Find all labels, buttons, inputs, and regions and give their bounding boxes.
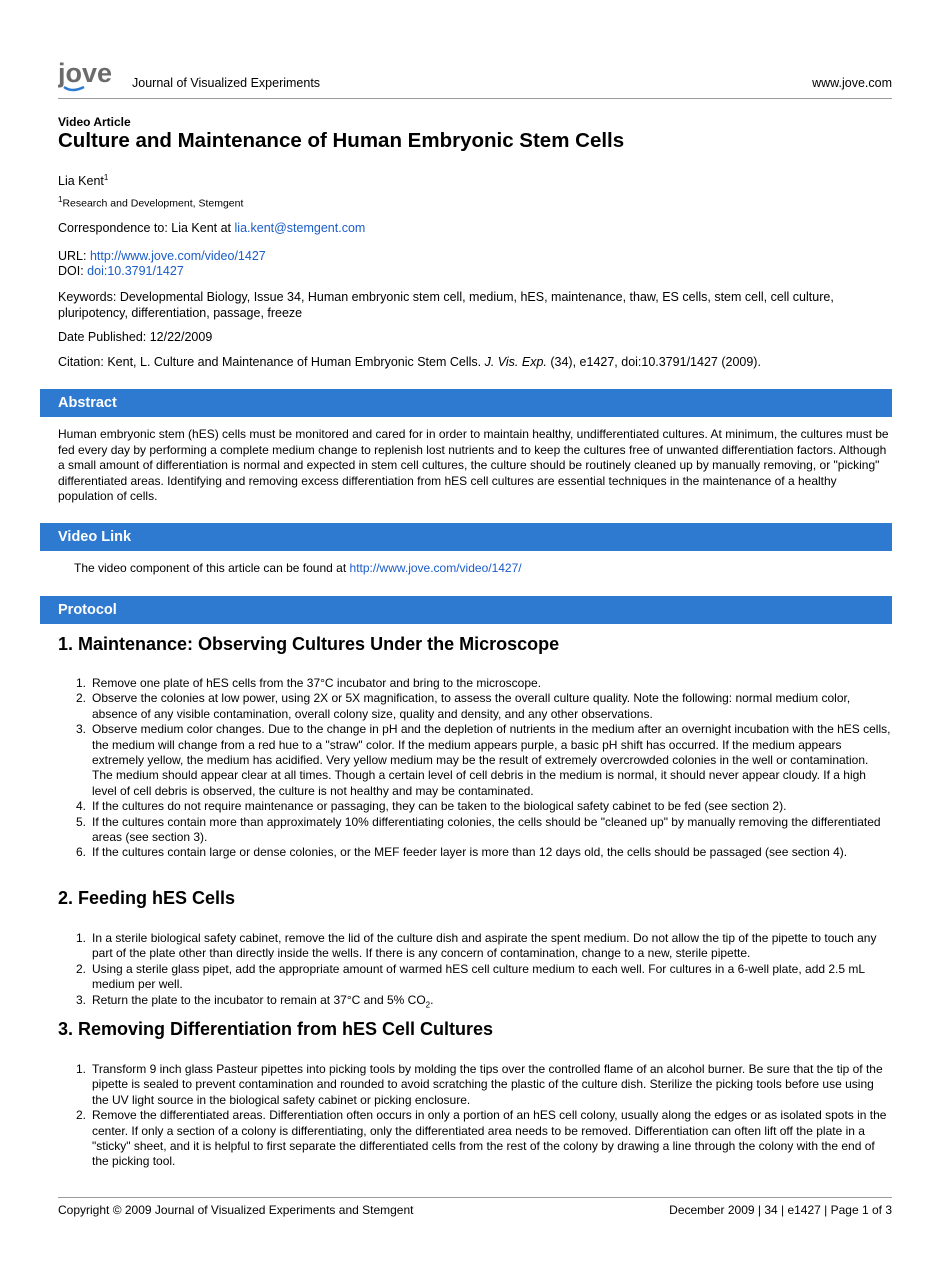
date-published: Date Published: 12/22/2009 <box>58 330 213 344</box>
step-number: 1. <box>75 676 86 690</box>
section2-steps <box>58 931 892 1012</box>
article-url-link[interactable]: http://www.jove.com/video/1427 <box>89 249 266 263</box>
citation-prefix: Citation: Kent, L. Culture and Maintenance of Human Embryonic Stem Cells. <box>58 355 485 369</box>
citation-journal: J. Vis. Exp. <box>484 355 547 369</box>
footer-copyright: Copyright © 2009 Journal of Visualized Experiments and Stemgent <box>58 1203 414 1217</box>
doi-link[interactable]: doi:10.3791/1427 <box>87 264 184 278</box>
video-link-label: The video component of this article can be found at <box>74 561 350 575</box>
journal-name: Journal of Visualized Experiments <box>132 76 321 90</box>
step-text: Observe the colonies at low power, using 2X or 5X magnification, to assess the overall culture quality. Note the following: normal medium color, absence of any visible contamination, overall colony size, quality and density, and any other observations. <box>92 691 851 721</box>
section1-title: 1. Maintenance: Observing Cultures Under the Microscope <box>58 634 560 654</box>
doi-label: DOI: <box>58 264 88 278</box>
correspondence <box>58 220 365 236</box>
step-text: If the cultures do not require maintenance or passaging, they can be taken to the biological safety cabinet to be fed (see section 2). <box>92 799 787 814</box>
author-line <box>58 170 108 189</box>
section2-title: 2. Feeding hES Cells <box>58 888 236 908</box>
section3-steps <box>58 1062 892 1170</box>
step-item <box>75 1108 892 1170</box>
step-number: 1. <box>75 1062 86 1076</box>
step-item <box>75 931 892 962</box>
keywords: Keywords: Developmental Biology, Issue 34, Human embryonic stem cell, medium, hES, maintenance, thaw, ES cells, stem cell, cell culture, pluripotency, differentiation, passage, freeze <box>58 290 834 320</box>
step-item <box>75 722 892 799</box>
step-number: 2. <box>75 691 86 706</box>
step-subscript: 2 <box>425 1000 431 1010</box>
step-number: 2. <box>75 961 86 976</box>
step-item <box>75 845 892 860</box>
step-text: If the cultures contain more than approximately 10% differentiating colonies, the cells should be "cleaned up" by manually removing the differentiated areas (see section 3). <box>92 814 881 845</box>
step-number: 4. <box>75 799 86 814</box>
step-number: 1. <box>75 931 86 945</box>
correspondence-email-link[interactable]: lia.kent@stemgent.com <box>234 221 366 235</box>
url-label: URL: <box>58 249 90 263</box>
step-item <box>75 799 892 814</box>
step-text: Observe medium color changes. Due to the change in pH and the depletion of nutrients in the medium after an overnight incubation with the hES cells, the medium will change from a red hue to a "straw" color. If the medium appears purple, a basic pH shift has occurred. If the medium appears extremely yellow, the medium has acidified. Very yellow medium may be the result of extremely overcrowded colonies in the well or contamination. The medium should appear clear at all times. Though a certain level of cell debris in the medium is normal, it should never appear cloudy. If a high level of cell debris is observed, the culture is not healthy and may be contaminated. <box>92 722 891 798</box>
footer-page-info: December 2009 | 34 | e1427 | Page 1 of 3 <box>669 1203 892 1217</box>
step-item <box>75 691 892 722</box>
step-item <box>75 676 892 691</box>
video-link-text <box>74 561 892 577</box>
correspondence-label: Correspondence to: Lia Kent at <box>58 221 235 235</box>
step-text: In a sterile biological safety cabinet, remove the lid of the culture dish and aspirate the spent medium. Do not allow the tip of the pipette to touch any part of the plate other than directly inside the wells. If there is any concern of contamination, change to a new, sterile pipette. <box>92 931 877 961</box>
logo-text: jove <box>58 60 113 88</box>
step-text: Transform 9 inch glass Pasteur pipettes into picking tools by molding the tips over the controlled flame of an alcohol burner. Be sure that the tip of the pipette is sealed to prevent contamination and rounded to avoid scratching the plastic of the culture dish. Sterilize the picking tools before use using the UV light source in the biological safety cabinet or picking enclosure. <box>92 1062 883 1107</box>
affiliation-sup: 1 <box>58 195 63 204</box>
citation <box>58 354 761 370</box>
citation-suffix: (34), e1427, doi:10.3791/1427 (2009). <box>546 355 761 369</box>
section3-title: 3. Removing Differentiation from hES Cell Cultures <box>58 1019 494 1039</box>
article-type: Video Article <box>58 115 131 129</box>
doi-line <box>58 263 184 279</box>
step-number: 3. <box>75 992 86 1007</box>
step-text: Remove the differentiated areas. Differentiation often occurs in only a portion of an hES cell colony, usually along the edges or as isolated spots in the center. If only a section of a colony is differentiating, only the differentiated area needs to be removed. Differentiation can often lift off the plate in a "sticky" sheet, and it is helpful to first separate the differentiated cells from the rest of the colony by drawing a line through the colony with the end of the picking tool. <box>92 1108 887 1169</box>
author-name: Lia Kent <box>58 174 104 189</box>
step-item <box>75 1062 892 1108</box>
page-header <box>58 60 892 99</box>
step-number: 3. <box>75 722 86 737</box>
step-text: Return the plate to the incubator to remain at 37°C and 5% CO <box>92 992 426 1007</box>
step-text: If the cultures contain large or dense colonies, or the MEF feeder layer is more than 12 days old, the cells should be passaged (see section 4). <box>92 845 848 860</box>
section1-steps <box>58 676 892 861</box>
url-line <box>58 248 266 264</box>
protocol-heading: Protocol <box>40 596 892 624</box>
step-tail: . <box>430 992 434 1007</box>
video-link-url[interactable]: http://www.jove.com/video/1427/ <box>349 561 522 575</box>
step-number: 5. <box>75 814 86 829</box>
video-link-heading: Video Link <box>40 523 892 551</box>
step-item <box>75 961 892 993</box>
step-text: Using a sterile glass pipet, add the appropriate amount of warmed hES cell culture medium to each well. For cultures in a 6-well plate, add 2.5 mL medium per well. <box>92 961 865 992</box>
footer-divider <box>58 1197 892 1198</box>
jove-logo[interactable] <box>58 60 126 94</box>
step-number: 6. <box>75 845 86 860</box>
abstract-text: Human embryonic stem (hES) cells must be monitored and cared for in order to maintain healthy, undifferentiated cultures. At minimum, the cultures must be fed every day by performing a complete medium change to replenish lost nutrients and to keep the cultures free of unwanted differentiation factors. Although a small amount of differentiation is normal and expected in stem cell cultures, the culture should be routinely cleaned up by manually removing, or "picking" differentiated areas. Identifying and removing excess differentiation from hES cell cultures are essential techniques in the maintenance of a healthy population of cells. <box>58 427 889 504</box>
step-number: 2. <box>75 1108 86 1123</box>
abstract-heading: Abstract <box>40 389 892 417</box>
step-item <box>75 814 892 846</box>
affiliation: Research and Development, Stemgent <box>62 197 244 210</box>
step-text: Remove one plate of hES cells from the 37°C incubator and bring to the microscope. <box>92 676 542 690</box>
author-sup: 1 <box>103 173 109 182</box>
site-url[interactable]: www.jove.com <box>812 76 892 90</box>
article-title: Culture and Maintenance of Human Embryonic Stem Cells <box>58 129 625 152</box>
step-item <box>75 992 892 1013</box>
affiliation-line <box>58 192 243 212</box>
